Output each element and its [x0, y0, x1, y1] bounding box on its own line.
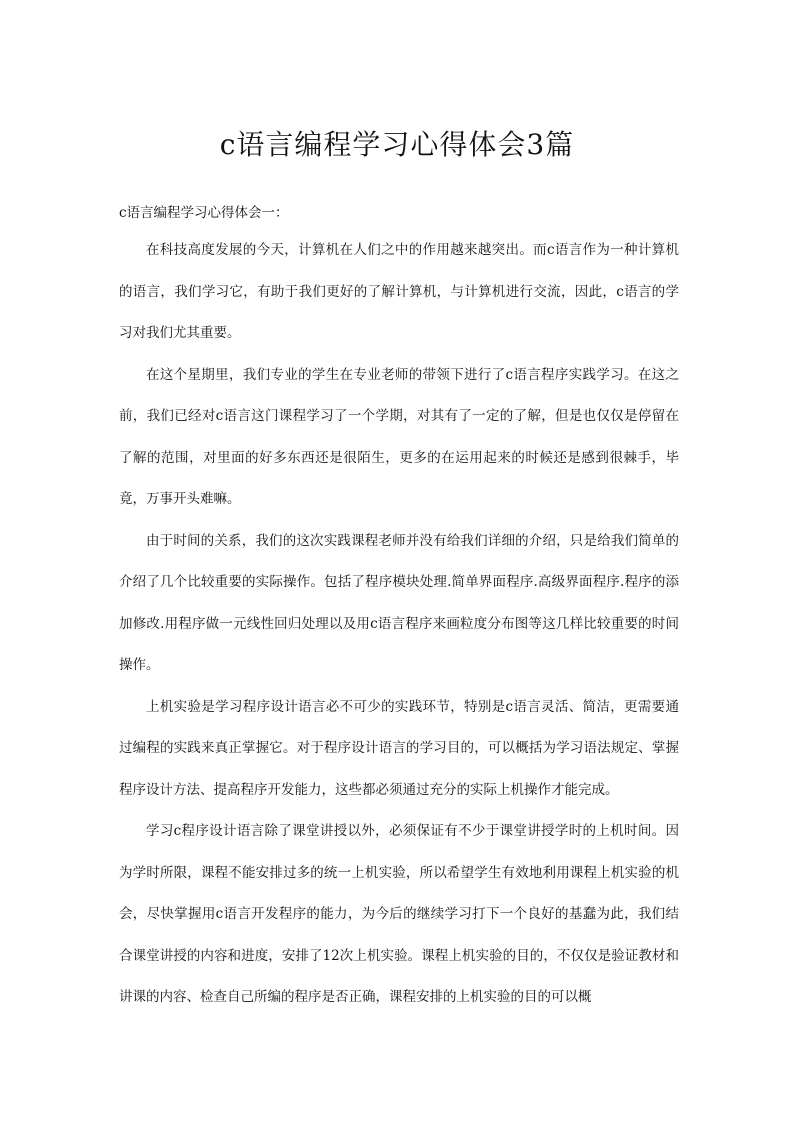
paragraph: 学习c程序设计语言除了课堂讲授以外，必须保证有不少于课堂讲授学时的上机时间。因为学时所限，课程不能安排过多的统一上机实验，所以希望学生有效地利用课程上机实验的机会，尽快掌握用c语言开发程序的能力，为今后的继续学习打下一个良好的基蠢为此，我们结合课堂讲授的内容和进度，安排了12次上机实验。课程上机实验的目的，不仅仅是验证教材和讲课的内容、检查自己所编的程序是否正确，课程安排的上机实验的目的可以概 [119, 823, 679, 1005]
section-heading: c语言编程学习心得体会一： [119, 205, 289, 221]
document-body [119, 196, 679, 1019]
paragraph: 上机实验是学习程序设计语言必不可少的实践环节，特别是c语言灵活、简洁，更需要通过编程的实践来真正掌握它。对于程序设计语言的学习目的，可以概括为学习语法规定、掌握程序设计方法、提高程序开发能力，这些都必须通过充分的实际上机操作才能完成。 [119, 698, 679, 798]
paragraph: 在科技高度发展的今天，计算机在人们之中的作用越来越突出。而c语言作为一种计算机的语言，我们学习它，有助于我们更好的了解计算机，与计算机进行交流，因此，c语言的学习对我们尤其重要。 [119, 242, 679, 341]
paragraph: 由于时间的关系，我们的这次实践课程老师并没有给我们详细的介绍，只是给我们简单的介绍了几个比较重要的实际操作。包括了程序模块处理.简单界面程序.高级界面程序.程序的添加修改.用程序做一元线性回归处理以及用c语言程序来画粒度分布图等这几样比较重要的时间操作。 [119, 532, 679, 673]
document-title: c语言编程学习心得体会3篇 [219, 128, 575, 161]
paragraph: 在这个星期里，我们专业的学生在专业老师的带领下进行了c语言程序实践学习。在这之前，我们已经对c语言这门课程学习了一个学期，对其有了一定的了解，但是也仅仅是停留在了解的范围，对里面的好多东西还是很陌生，更多的在运用起来的时候还是感到很棘手，毕竟，万事开头难嘛。 [119, 366, 679, 507]
